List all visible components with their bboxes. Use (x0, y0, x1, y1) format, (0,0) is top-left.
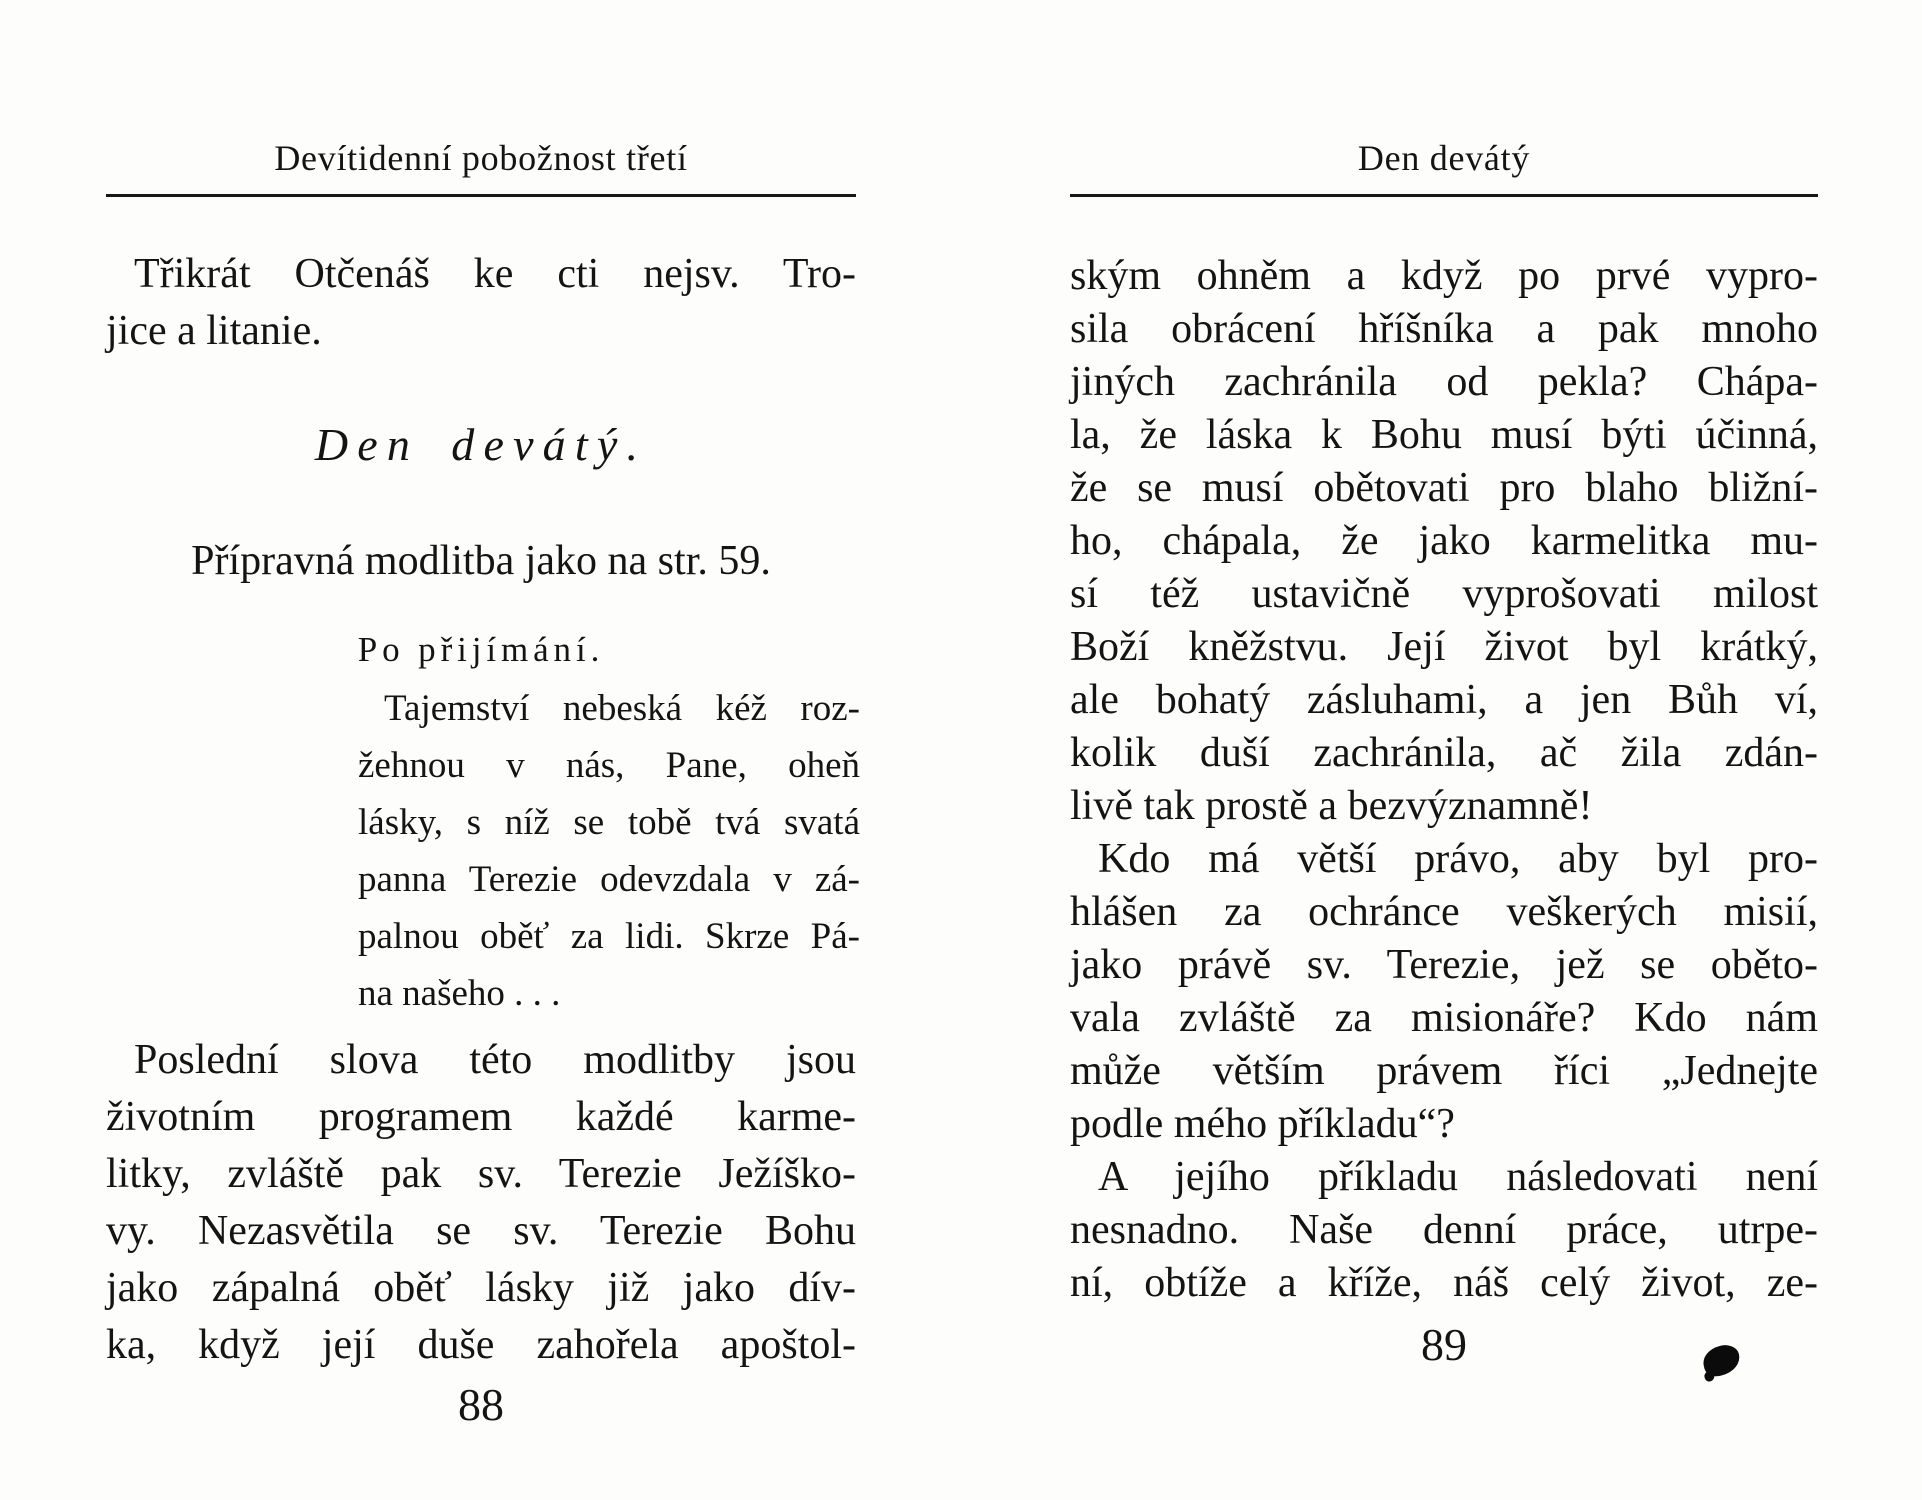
text-line: podle mého příkladu“? (1070, 1101, 1455, 1147)
running-header: Devítidenní pobožnost třetí (274, 138, 688, 178)
text-line: Třikrát Otčenáš ke cti nejsv. Tro- (134, 251, 856, 297)
section-heading: Den devátý. (314, 419, 648, 470)
text-line: palnou oběť za lidi. Skrze Pá- (358, 916, 860, 957)
text-line: kolik duší zachránila, ač žila zdán- (1070, 730, 1818, 776)
text-line: panna Terezie odevzdala v zá- (358, 859, 860, 900)
paragraph-example (1070, 1151, 1818, 1310)
book-page-right (1070, 0, 1818, 1370)
text-line: jiných zachránila od pekla? Chápa- (1070, 359, 1818, 405)
header-rule (1070, 194, 1818, 197)
text-line: ní, obtíže a kříže, náš celý život, ze- (1070, 1260, 1818, 1306)
paragraph-meditation (106, 1032, 856, 1374)
text-line: la, že láska k Bohu musí býti účinná, (1070, 412, 1818, 458)
paragraph-question (1070, 833, 1818, 1151)
text-line: sila obrácení hříšníka a pak mnoho (1070, 306, 1818, 352)
page-number-right: 89 (1421, 1319, 1467, 1370)
running-header: Den devátý (1357, 138, 1531, 178)
preparatory-prayer-line: Přípravná modlitba jako na str. 59. (191, 538, 771, 584)
text-line: vy. Nezasvětila se sv. Terezie Bohu (106, 1208, 856, 1254)
text-line: Boží kněžstvu. Její život byl krátký, (1070, 624, 1818, 670)
subheading-after-communion: Po přijímání. (357, 630, 605, 669)
text-line: Poslední slova této modlitby jsou (134, 1037, 856, 1083)
header-rule (106, 194, 856, 197)
text-line: Kdo má větší právo, aby byl pro- (1098, 836, 1818, 882)
text-line: A jejího příkladu následovati není (1098, 1154, 1818, 1200)
book-page-left (106, 0, 860, 1430)
prayer-text (358, 680, 860, 1022)
text-line: že se musí obětovati pro blaho bližní- (1070, 465, 1818, 511)
text-line: jako právě sv. Terezie, jež se oběto- (1070, 942, 1818, 988)
text-line: může větším právem říci „Jednejte (1070, 1048, 1818, 1094)
text-line: Tajemství nebeská kéž roz- (384, 688, 860, 729)
text-line: životním programem každé karme- (106, 1094, 856, 1140)
text-line: vala zvláště za misionáře? Kdo nám (1070, 995, 1818, 1041)
text-line: lásky, s níž se tobě tvá svatá (358, 802, 860, 843)
text-line: ho, chápala, že jako karmelitka mu- (1070, 518, 1818, 564)
text-line: litky, zvláště pak sv. Terezie Ježíško- (106, 1151, 856, 1197)
text-line: žehnou v nás, Pane, oheň (358, 745, 860, 786)
text-line: sí též ustavičně vyprošovati milost (1070, 571, 1818, 617)
page-number-left: 88 (458, 1379, 504, 1430)
text-line: livě tak prostě a bezvýznamně! (1070, 783, 1593, 829)
text-line: ka, když její duše zahořela apoštol- (106, 1322, 856, 1368)
text-line: jice a litanie. (106, 308, 322, 354)
paragraph-rubric (106, 246, 856, 360)
text-line: nesnadno. Naše denní práce, utrpe- (1070, 1207, 1818, 1253)
text-line: na našeho . . . (358, 973, 561, 1014)
text-line: ským ohněm a když po prvé vypro- (1070, 253, 1818, 299)
paragraph-continued (1070, 250, 1818, 833)
text-line: jako zápalná oběť lásky již jako dív- (106, 1265, 856, 1311)
text-line: ale bohatý zásluhami, a jen Bůh ví, (1070, 677, 1818, 723)
text-line: hlášen za ochránce veškerých misií, (1070, 889, 1818, 935)
